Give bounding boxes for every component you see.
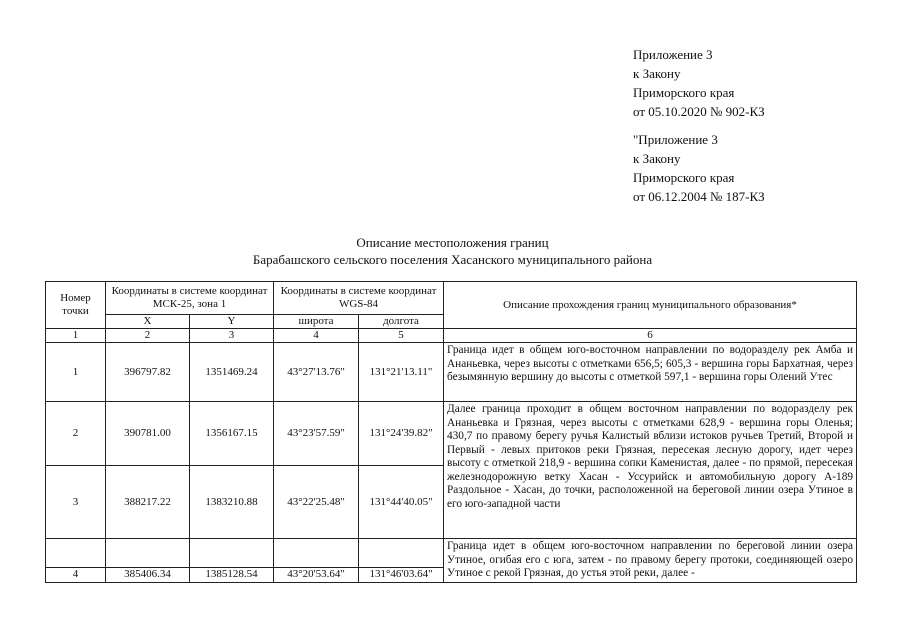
longitude: 131°21'13.11" [359,343,444,402]
header-latitude: широта [274,315,359,329]
header-line: к Закону [633,66,681,81]
header-line: "Приложение 3 [633,132,718,147]
longitude: 131°46'03.64" [359,568,444,582]
column-number: 2 [106,329,190,343]
coord-y: 1383210.88 [190,466,274,539]
header-line: от 06.12.2004 № 187-КЗ [633,189,765,204]
point-number: 1 [46,343,106,402]
header-wgs-coordinates: Координаты в системе координат WGS-84 [274,282,444,315]
column-number: 5 [359,329,444,343]
column-number: 1 [46,329,106,343]
latitude: 43°22'25.48" [274,466,359,539]
header-x: X [106,315,190,329]
longitude: 131°24'39.82" [359,402,444,466]
header-msk-coordinates: Координаты в системе координат МСК-25, зона 1 [106,282,274,315]
column-number: 4 [274,329,359,343]
table-row [46,343,857,402]
point-number: 4 [46,568,106,582]
coord-x: 396797.82 [106,343,190,402]
coord-x: 388217.22 [106,466,190,539]
document-title: Описание местоположения границ [356,235,549,250]
boundary-description: Далее граница проходит в общем восточном направлении по водоразделу рек Ананьевка и Грязная, через высоты с отметками 628,9 - вершина горы Оленья; 430,7 по правому берегу ручья Калистый вблизи истоков ручьев Третий, Второй и Первый - левых притоков реки Грязная, пересекая лесную дорогу, идет через высоту с отметкой 218,9 - вершина сопки Каменистая, далее - по прямой, пересекая железнодорожную ветку Хасан - Уссурийск и автомобильную дорогу А-189 Раздольное - Хасан, до точки, расположенной на береговой линии озера Утиное в его юго-западной части [444,402,857,539]
coord-y: 1351469.24 [190,343,274,402]
header-line: Приморского края [633,170,735,185]
header-line: Приложение 3 [633,47,713,62]
column-number: 6 [444,329,857,343]
table-row-partial [46,539,857,568]
boundary-description: Граница идет в общем юго-восточном направлении по водоразделу рек Амба и Ананьевка, через высоты с отметками 656,5; 605,3 - вершина горы Бархатная, через безымянную вершину до высоты с отметкой 597,1 - вершина горы Олений Утес [444,343,857,402]
coord-y: 1356167.15 [190,402,274,466]
boundary-coordinates-table [45,281,857,583]
header-original-appendix [633,130,765,206]
header-line: к Закону [633,151,681,166]
header-line: Приморского края [633,85,735,100]
latitude: 43°20'53.64" [274,568,359,582]
column-number-row [46,329,857,343]
coord-x: 385406.34 [106,568,190,582]
header-point-number: Номер точки [46,282,106,329]
boundary-description: Граница идет в общем юго-восточном направлении по береговой линии озера Утиное, огибая его с юга, затем - по правому берегу протоки, соединяющей озеро Утиное с рекой Грязная, до устья этой реки, далее - [444,539,857,583]
header-description-text: Описание прохождения границ муниципального образования* [503,298,797,311]
header-current-appendix [633,45,765,121]
longitude: 131°44'40.05" [359,466,444,539]
point-number: 3 [46,466,106,539]
latitude: 43°27'13.76" [274,343,359,402]
header-y: Y [190,315,274,329]
point-number: 2 [46,402,106,466]
header-longitude: долгота [359,315,444,329]
coord-x: 390781.00 [106,402,190,466]
table-row [46,402,857,466]
document-subtitle: Барабашского сельского поселения Хасанского муниципального района [252,252,653,267]
latitude: 43°23'57.59" [274,402,359,466]
column-number: 3 [190,329,274,343]
header-line: от 05.10.2020 № 902-КЗ [633,104,765,119]
coord-y: 1385128.54 [190,568,274,582]
header-description [444,282,857,329]
